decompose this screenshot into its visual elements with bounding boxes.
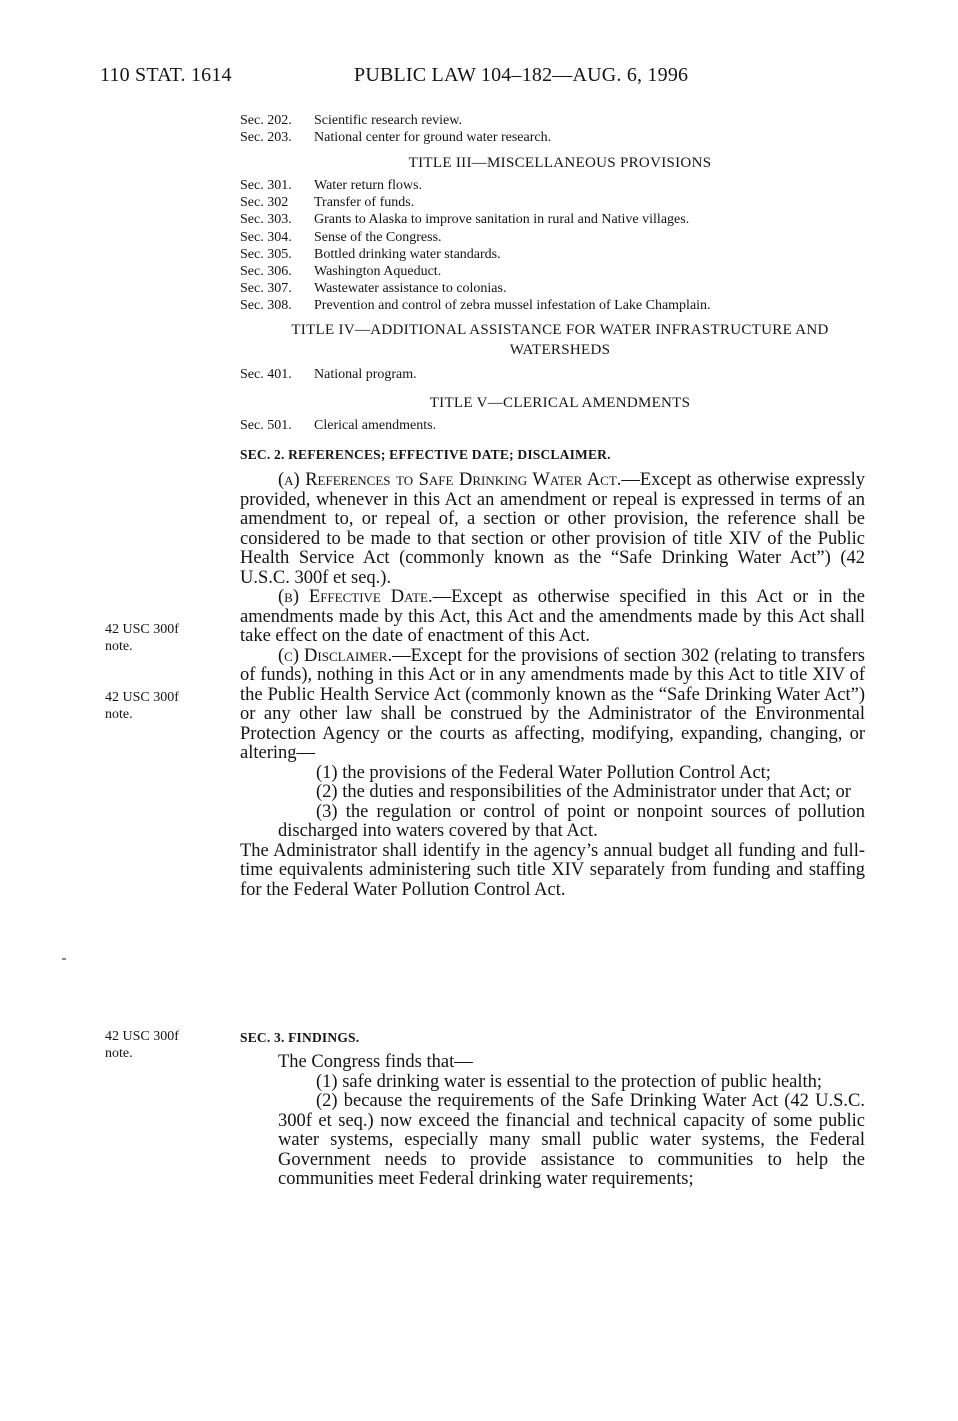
findings-intro: The Congress finds that— xyxy=(278,1052,473,1072)
toc-item: Sec. 308. Prevention and control of zebra mussel infestation of Lake Champlain. xyxy=(240,298,711,314)
toc-item: Sec. 305. Bottled drinking water standards. xyxy=(240,246,501,262)
list-item: (1) the provisions of the Federal Water Pollution Control Act; xyxy=(316,762,771,783)
section-3-body xyxy=(240,1053,865,1190)
subsection-b: (b) Effective Date.—Except as otherwise specified in this Act or in the amendments made by this Act, this Act and the amendments made by this Act shall take effect on the date of enactment of this Act. xyxy=(240,587,865,646)
toc-item: Sec. 401. National program. xyxy=(240,367,417,382)
toc-title4-heading: TITLE IV—ADDITIONAL ASSISTANCE FOR WATER INFRASTRUCTURE AND WATERSHEDS xyxy=(291,322,829,358)
toc-item: Sec. 203. National center for ground water research. xyxy=(240,130,552,146)
toc-title5-heading: TITLE V—CLERICAL AMENDMENTS xyxy=(429,395,691,411)
scan-speck xyxy=(62,958,66,960)
page-stat-number: 110 STAT. 1614 xyxy=(100,64,232,86)
public-law-header: PUBLIC LAW 104–182—AUG. 6, 1996 xyxy=(354,64,689,86)
toc-item: Sec. 307. Wastewater assistance to colonias. xyxy=(240,281,507,297)
section-3-heading: SEC. 3. FINDINGS. xyxy=(240,1030,360,1045)
toc-item: Sec. 303. Grants to Alaska to improve sanitation in rural and Native villages. xyxy=(240,212,690,228)
subsection-c-label: (c) Disclaimer. xyxy=(278,645,393,666)
subsection-b-label: (b) Effective Date. xyxy=(278,587,433,607)
list-item: (1) safe drinking water is essential to the protection of public health; xyxy=(316,1071,823,1092)
toc-title3-heading: TITLE III—MISCELLANEOUS PROVISIONS xyxy=(408,155,712,171)
margin-note: 42 USC 300f note. xyxy=(105,622,179,654)
margin-note: 42 USC 300f note. xyxy=(105,690,179,722)
margin-note: 42 USC 300f note. xyxy=(105,1029,179,1061)
subsection-c-closing: The Administrator shall identify in the agency’s annual budget all funding and full-time equivalents administering such title XIV separately from funding and staffing for the Federal Water Pollution Control Act. xyxy=(240,840,865,900)
toc-item: Sec. 301. Water return flows. xyxy=(240,178,423,193)
toc-title3 xyxy=(240,153,880,315)
subsection-a: (a) References to Safe Drinking Water Act.—Except as otherwise expressly provided, whenever in this Act an amendment or repeal is expressed in terms of an amendment to, or repeal of, a section or other provision, the reference shall be considered to be made to that section or other provision of title XIV of the Public Health Service Act (commonly known as the “Safe Drinking Water Act”) (42 U.S.C. 300f et seq.). xyxy=(240,470,865,588)
list-item: (2) because the requirements of the Safe Drinking Water Act (42 U.S.C. 300f et seq.) now exceed the financial and technical capacity of some public water systems, especially many small public water systems, the Federal Government needs to provide assistance to communities to help the communities meet Federal drinking water requirements; xyxy=(278,1091,865,1189)
toc-item: Sec. 304. Sense of the Congress. xyxy=(240,229,442,245)
subsection-a-label: (a) References to Safe Drinking Water Act. xyxy=(278,470,622,490)
list-item: (2) the duties and responsibilities of the Administrator under that Act; or xyxy=(316,782,851,802)
section-2-heading: SEC. 2. REFERENCES; EFFECTIVE DATE; DISCLAIMER. xyxy=(240,447,611,462)
toc-title5 xyxy=(240,393,880,434)
subsection-c: (c) Disclaimer.—Except for the provisions of section 302 (relating to transfers of funds), nothing in this Act or in any amendments made by this Act to title XIV of the Public Health Service Act (commonly known as the “Safe Drinking Water Act”) or any other law shall be construed by the Administrator of the Environmental Protection Agency or the courts as affecting, modifying, expanding, changing, or altering— xyxy=(240,645,865,763)
toc-item: Sec. 306. Washington Aqueduct. xyxy=(240,264,442,280)
toc-title4 xyxy=(240,320,880,383)
toc-item: Sec. 302 Transfer of funds. xyxy=(240,195,415,211)
toc-item: Sec. 202. Scientific research review. xyxy=(240,113,462,128)
toc-item: Sec. 501. Clerical amendments. xyxy=(240,418,437,433)
list-item: (3) the regulation or control of point or nonpoint sources of pollution discharged into waters covered by that Act. xyxy=(278,801,865,841)
toc-title2-list xyxy=(240,112,880,146)
section-2-body xyxy=(240,471,865,900)
